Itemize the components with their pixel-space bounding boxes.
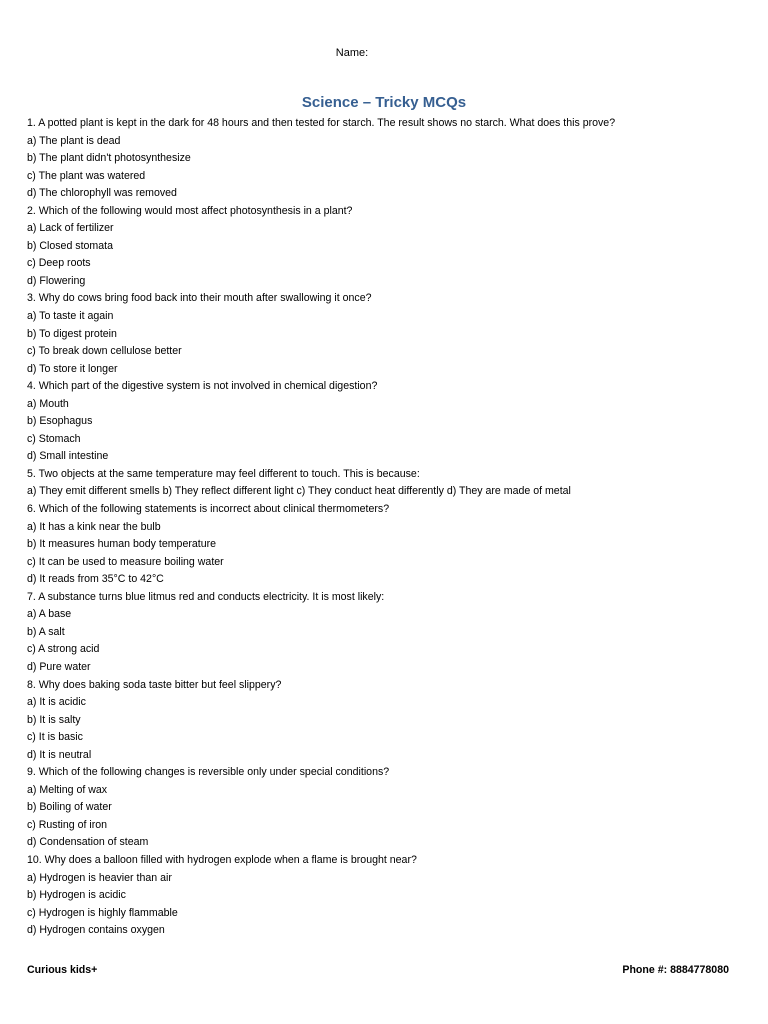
answer-option: d) The chlorophyll was removed <box>27 187 177 200</box>
answer-option: b) It measures human body temperature <box>27 538 217 551</box>
answer-option: a) Mouth <box>27 397 69 410</box>
question-text: 1. A potted plant is kept in the dark for 48 hours and then tested for starch. The result shows no starch. What does this prove? <box>27 117 616 129</box>
question-text: 2. Which of the following would most affect photosynthesis in a plant? <box>27 204 353 217</box>
answer-option: b) To digest protein <box>27 327 117 340</box>
question-text: 5. Two objects at the same temperature may feel different to touch. This is because: <box>27 467 420 480</box>
footer-phone: Phone #: 8884778080 <box>622 964 729 976</box>
answer-option: d) Small intestine <box>27 450 109 463</box>
answer-option: c) Deep roots <box>27 257 91 270</box>
question-text: 7. A substance turns blue litmus red and conducts electricity. It is most likely: <box>27 590 385 603</box>
question-text: 10. Why does a balloon filled with hydrogen explode when a flame is brought near? <box>27 853 417 866</box>
answer-option: c) The plant was watered <box>27 169 146 182</box>
question-list <box>27 115 747 940</box>
answer-option: b) A salt <box>27 625 65 638</box>
answer-option: c) Stomach <box>27 432 81 445</box>
answer-option: c) Rusting of iron <box>27 818 108 831</box>
answer-option: c) A strong acid <box>27 643 100 656</box>
answer-option: c) It can be used to measure boiling water <box>27 555 224 568</box>
answer-option: a) It is acidic <box>27 696 86 709</box>
answer-option: d) Pure water <box>27 660 91 673</box>
answer-option: a) It has a kink near the bulb <box>27 520 161 533</box>
answer-option: a) The plant is dead <box>27 134 121 147</box>
answer-option: d) Condensation of steam <box>27 836 149 849</box>
answer-option: c) It is basic <box>27 731 83 744</box>
answer-option: c) To break down cellulose better <box>27 345 182 358</box>
question-text: 3. Why do cows bring food back into their mouth after swallowing it once? <box>27 292 372 305</box>
answer-option: d) Hydrogen contains oxygen <box>27 924 165 937</box>
name-label: Name: <box>335 47 369 59</box>
answer-option: a) Hydrogen is heavier than air <box>27 871 172 884</box>
answer-option: a) Lack of fertilizer <box>27 222 114 235</box>
answer-option: a) A base <box>27 608 72 621</box>
answer-option: d) Flowering <box>27 274 86 287</box>
answer-option: d) It is neutral <box>27 748 92 761</box>
answer-option: a) Melting of wax <box>27 783 108 796</box>
question-text: 9. Which of the following changes is reversible only under special conditions? <box>27 766 390 779</box>
answer-option: b) It is salty <box>27 713 81 726</box>
answer-option: b) Closed stomata <box>27 239 113 252</box>
answer-option: b) Hydrogen is acidic <box>27 889 126 902</box>
question-text: 8. Why does baking soda taste bitter but feel slippery? <box>27 678 282 691</box>
page-title: Science – Tricky MCQs <box>301 94 467 111</box>
answer-option: b) Boiling of water <box>27 801 112 814</box>
answer-option: c) Hydrogen is highly flammable <box>27 906 178 919</box>
question-text: 6. Which of the following statements is incorrect about clinical thermometers? <box>27 503 390 516</box>
footer-brand: Curious kids+ <box>27 964 98 976</box>
question-text: 4. Which part of the digestive system is not involved in chemical digestion? <box>27 380 378 393</box>
answer-option: b) Esophagus <box>27 415 93 428</box>
answer-option: a) They emit different smells b) They reflect different light c) They conduct heat differently d) They are made of metal <box>27 485 571 498</box>
answer-option: b) The plant didn't photosynthesize <box>27 152 191 165</box>
answer-option: d) It reads from 35°C to 42°C <box>27 573 164 586</box>
answer-option: d) To store it longer <box>27 362 118 375</box>
answer-option: a) To taste it again <box>27 310 114 323</box>
